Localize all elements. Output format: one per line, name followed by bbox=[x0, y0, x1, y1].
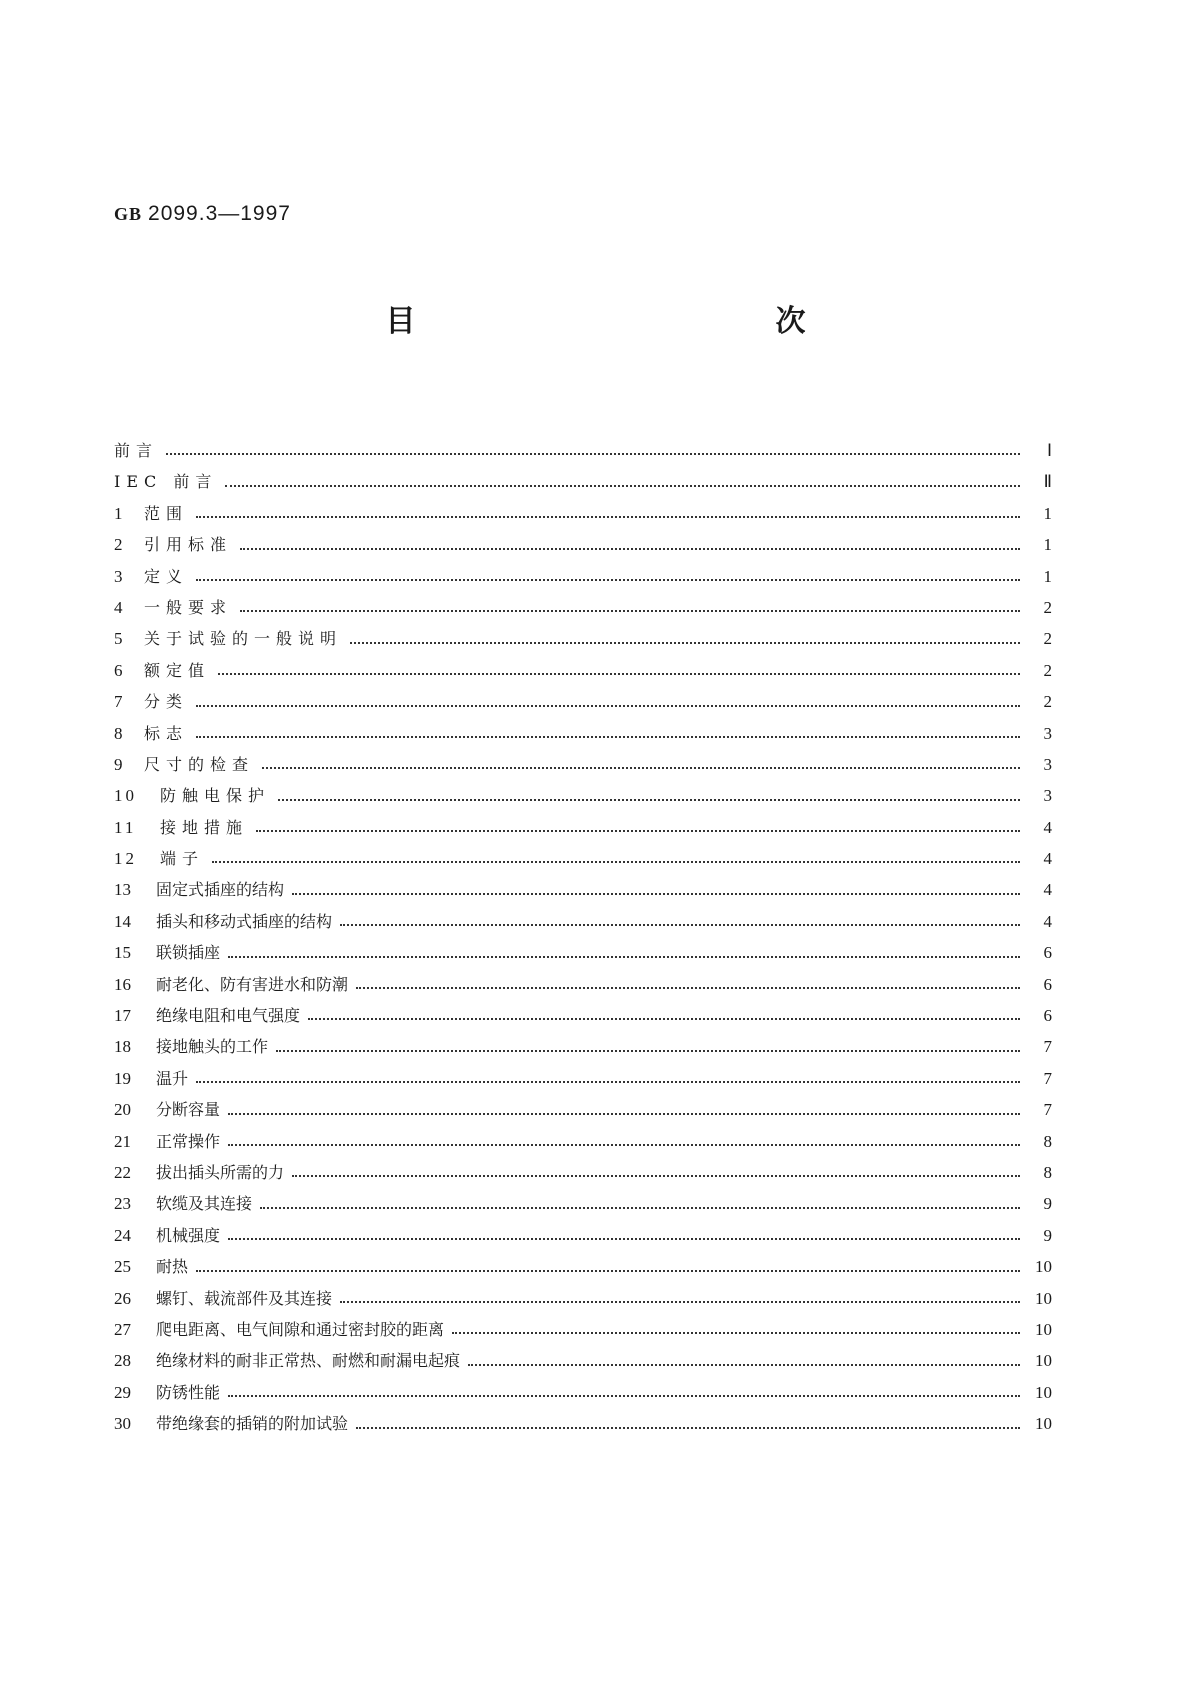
toc-entry-page: 1 bbox=[1043, 535, 1052, 555]
toc-leader-dots bbox=[196, 579, 1020, 581]
toc-leader-dots bbox=[196, 705, 1020, 707]
toc-entry-number: 8 bbox=[114, 723, 123, 743]
toc-entry[interactable] bbox=[114, 658, 1052, 689]
toc-entry-page: 4 bbox=[1043, 911, 1052, 931]
toc-entry-number: 22 bbox=[114, 1162, 131, 1182]
toc-entry[interactable] bbox=[114, 1066, 1052, 1097]
toc-entry[interactable] bbox=[114, 595, 1052, 626]
toc-entry-number: 9 bbox=[114, 754, 123, 774]
toc-entry-title: 正常操作 bbox=[156, 1131, 221, 1151]
page-title: 目 次 bbox=[385, 304, 906, 339]
toc-entry[interactable] bbox=[114, 689, 1052, 720]
toc-leader-dots bbox=[260, 1207, 1020, 1209]
toc-entry-number: 27 bbox=[114, 1319, 131, 1339]
toc-entry[interactable] bbox=[114, 1348, 1052, 1379]
toc-entry-page: 4 bbox=[1043, 880, 1052, 900]
toc-leader-dots bbox=[228, 1113, 1020, 1115]
toc-entry[interactable] bbox=[114, 1129, 1052, 1160]
toc-leader-dots bbox=[166, 453, 1020, 455]
toc-entry-number: 18 bbox=[114, 1037, 131, 1057]
standard-number: 2099.3—1997 bbox=[148, 202, 291, 225]
toc-entry[interactable] bbox=[114, 909, 1052, 940]
toc-entry-page: 6 bbox=[1043, 943, 1052, 963]
toc-entry-title: 前言 bbox=[114, 441, 159, 460]
toc-leader-dots bbox=[292, 1175, 1020, 1177]
toc-entry-page: 2 bbox=[1043, 660, 1052, 680]
toc-entry-title: 标志 bbox=[144, 723, 189, 743]
toc-leader-dots bbox=[228, 956, 1020, 958]
toc-entry[interactable] bbox=[114, 1411, 1052, 1442]
toc-entry-page: 10 bbox=[1035, 1414, 1052, 1434]
toc-entry-title: 拔出插头所需的力 bbox=[156, 1162, 285, 1182]
toc-entry-title: 绝缘电阻和电气强度 bbox=[156, 1006, 301, 1026]
toc-leader-dots bbox=[340, 1301, 1020, 1303]
toc-entry[interactable] bbox=[114, 438, 1052, 469]
toc-entry-page: 10 bbox=[1035, 1351, 1052, 1371]
toc-leader-dots bbox=[196, 516, 1020, 518]
toc-entry-title: 定义 bbox=[144, 566, 189, 586]
toc-entry[interactable] bbox=[114, 1317, 1052, 1348]
toc-entry[interactable] bbox=[114, 564, 1052, 595]
toc-entry-title: 爬电距离、电气间隙和通过密封胶的距离 bbox=[156, 1319, 445, 1339]
toc-entry-page: 2 bbox=[1043, 597, 1052, 617]
toc-entry[interactable] bbox=[114, 1160, 1052, 1191]
toc-entry[interactable] bbox=[114, 846, 1052, 877]
toc-leader-dots bbox=[278, 799, 1020, 801]
toc-leader-dots bbox=[225, 485, 1020, 487]
toc-entry-title: 范围 bbox=[144, 503, 189, 523]
toc-entry-title: 绝缘材料的耐非正常热、耐燃和耐漏电起痕 bbox=[156, 1351, 461, 1371]
toc-entry-title: 额定值 bbox=[144, 660, 211, 680]
toc-entry[interactable] bbox=[114, 783, 1052, 814]
toc-entry-title: IEC 前言 bbox=[114, 472, 218, 492]
toc-entry-page: 10 bbox=[1035, 1382, 1052, 1402]
toc-entry-number: 16 bbox=[114, 974, 131, 994]
toc-entry-number: 20 bbox=[114, 1100, 131, 1120]
toc-leader-dots bbox=[196, 736, 1020, 738]
standard-code bbox=[114, 202, 291, 226]
toc-entry[interactable] bbox=[114, 501, 1052, 532]
toc-entry-page: 9 bbox=[1043, 1225, 1052, 1245]
toc-entry-number: 15 bbox=[114, 943, 131, 963]
toc-entry-title: 耐热 bbox=[156, 1257, 189, 1277]
toc-leader-dots bbox=[240, 548, 1020, 550]
toc-entry-number: 14 bbox=[114, 911, 131, 931]
toc-entry-number: 30 bbox=[114, 1414, 131, 1434]
toc-entry[interactable] bbox=[114, 626, 1052, 657]
toc-entry-number: 23 bbox=[114, 1194, 131, 1214]
toc-entry[interactable] bbox=[114, 972, 1052, 1003]
toc-entry[interactable] bbox=[114, 752, 1052, 783]
toc-entry-number: 1 bbox=[114, 503, 123, 523]
toc-entry-number: 26 bbox=[114, 1288, 131, 1308]
toc-leader-dots bbox=[452, 1332, 1020, 1334]
toc-leader-dots bbox=[228, 1144, 1020, 1146]
toc-entry-title: 带绝缘套的插销的附加试验 bbox=[156, 1414, 349, 1434]
toc-leader-dots bbox=[356, 1427, 1020, 1429]
toc-entry-page: 8 bbox=[1043, 1162, 1052, 1182]
toc-entry[interactable] bbox=[114, 1254, 1052, 1285]
toc-entry-page: 1 bbox=[1043, 566, 1052, 586]
toc-entry-number: 6 bbox=[114, 660, 123, 680]
toc-entry-page: 10 bbox=[1035, 1288, 1052, 1308]
toc-entry[interactable] bbox=[114, 1223, 1052, 1254]
toc-entry-title: 分类 bbox=[144, 692, 189, 712]
toc-entry-number: 2 bbox=[114, 535, 123, 555]
toc-entry-page: 7 bbox=[1043, 1037, 1052, 1057]
toc-leader-dots bbox=[340, 924, 1020, 926]
toc-entry-title: 温升 bbox=[156, 1068, 189, 1088]
toc-entry-page: Ⅱ bbox=[1043, 472, 1052, 492]
toc-entry-page: 10 bbox=[1035, 1257, 1052, 1277]
toc-entry-title: 防触电保护 bbox=[160, 786, 271, 806]
toc-entry-number: 17 bbox=[114, 1006, 131, 1026]
toc-entry-title: 固定式插座的结构 bbox=[156, 880, 285, 900]
toc-entry-title: 分断容量 bbox=[156, 1100, 221, 1120]
toc-entry-title: 关于试验的一般说明 bbox=[144, 629, 343, 649]
toc-leader-dots bbox=[228, 1238, 1020, 1240]
toc-entry[interactable] bbox=[114, 469, 1052, 500]
toc-entry-page: 2 bbox=[1043, 692, 1052, 712]
toc-entry-title: 端子 bbox=[160, 849, 205, 869]
standard-prefix: GB bbox=[114, 204, 143, 224]
toc-entry-number: 5 bbox=[114, 629, 123, 649]
toc-entry-page: 4 bbox=[1043, 817, 1052, 837]
toc-entry[interactable] bbox=[114, 1003, 1052, 1034]
toc-entry-number: 4 bbox=[114, 597, 123, 617]
toc-leader-dots bbox=[356, 987, 1020, 989]
toc-entry-number: 3 bbox=[114, 566, 123, 586]
toc-entry-page: 3 bbox=[1043, 786, 1052, 806]
toc-entry-number: 13 bbox=[114, 880, 131, 900]
toc-entry-page: Ⅰ bbox=[1046, 441, 1052, 460]
toc-entry[interactable] bbox=[114, 1380, 1052, 1411]
toc-entry-number: 28 bbox=[114, 1351, 131, 1371]
toc-entry-title: 引用标准 bbox=[144, 535, 233, 555]
toc-entry-page: 7 bbox=[1043, 1100, 1052, 1120]
toc-entry[interactable] bbox=[114, 532, 1052, 563]
toc-entry-page: 3 bbox=[1043, 754, 1052, 774]
toc-entry[interactable] bbox=[114, 940, 1052, 971]
toc-entry-page: 1 bbox=[1043, 503, 1052, 523]
toc-leader-dots bbox=[240, 610, 1020, 612]
toc-entry-number: 19 bbox=[114, 1068, 131, 1088]
toc-entry-number: 21 bbox=[114, 1131, 131, 1151]
toc-entry-number: 7 bbox=[114, 692, 123, 712]
toc-entry-number: 25 bbox=[114, 1257, 131, 1277]
toc-leader-dots bbox=[196, 1270, 1020, 1272]
toc-entry-page: 6 bbox=[1043, 1006, 1052, 1026]
toc-entry-page: 10 bbox=[1035, 1319, 1052, 1339]
toc-entry-page: 6 bbox=[1043, 974, 1052, 994]
toc-leader-dots bbox=[308, 1018, 1020, 1020]
toc-entry-page: 9 bbox=[1043, 1194, 1052, 1214]
toc-entry-title: 防锈性能 bbox=[156, 1382, 221, 1402]
toc-entry[interactable] bbox=[114, 815, 1052, 846]
toc-entry-title: 软缆及其连接 bbox=[156, 1194, 253, 1214]
toc-entry-title: 插头和移动式插座的结构 bbox=[156, 911, 333, 931]
toc-leader-dots bbox=[212, 861, 1020, 863]
toc-entry-number: 12 bbox=[114, 849, 137, 869]
toc-entry-title: 螺钉、载流部件及其连接 bbox=[156, 1288, 333, 1308]
toc-leader-dots bbox=[350, 642, 1020, 644]
toc-leader-dots bbox=[276, 1050, 1020, 1052]
table-of-contents bbox=[114, 438, 1052, 1443]
toc-entry-number: 24 bbox=[114, 1225, 131, 1245]
toc-leader-dots bbox=[196, 1081, 1020, 1083]
toc-leader-dots bbox=[292, 893, 1020, 895]
toc-entry-title: 接地措施 bbox=[160, 817, 249, 837]
toc-entry-title: 一般要求 bbox=[144, 597, 233, 617]
toc-entry-number: 29 bbox=[114, 1382, 131, 1402]
toc-entry[interactable] bbox=[114, 1097, 1052, 1128]
toc-entry-page: 2 bbox=[1043, 629, 1052, 649]
toc-entry-number: 10 bbox=[114, 786, 137, 806]
toc-entry-page: 7 bbox=[1043, 1068, 1052, 1088]
toc-entry[interactable] bbox=[114, 1191, 1052, 1222]
toc-entry-title: 接地触头的工作 bbox=[156, 1037, 269, 1057]
toc-leader-dots bbox=[468, 1364, 1020, 1366]
toc-entry-title: 耐老化、防有害进水和防潮 bbox=[156, 974, 349, 994]
toc-entry-number: 11 bbox=[114, 817, 137, 837]
toc-entry-title: 尺寸的检查 bbox=[144, 754, 255, 774]
toc-entry-page: 4 bbox=[1043, 849, 1052, 869]
toc-leader-dots bbox=[262, 767, 1020, 769]
toc-entry-page: 8 bbox=[1043, 1131, 1052, 1151]
toc-leader-dots bbox=[218, 673, 1020, 675]
toc-leader-dots bbox=[228, 1395, 1020, 1397]
toc-entry[interactable] bbox=[114, 721, 1052, 752]
toc-entry-page: 3 bbox=[1043, 723, 1052, 743]
toc-leader-dots bbox=[256, 830, 1020, 832]
toc-entry[interactable] bbox=[114, 1034, 1052, 1065]
toc-entry[interactable] bbox=[114, 1286, 1052, 1317]
toc-entry[interactable] bbox=[114, 877, 1052, 908]
toc-entry-title: 联锁插座 bbox=[156, 943, 221, 963]
toc-entry-title: 机械强度 bbox=[156, 1225, 221, 1245]
